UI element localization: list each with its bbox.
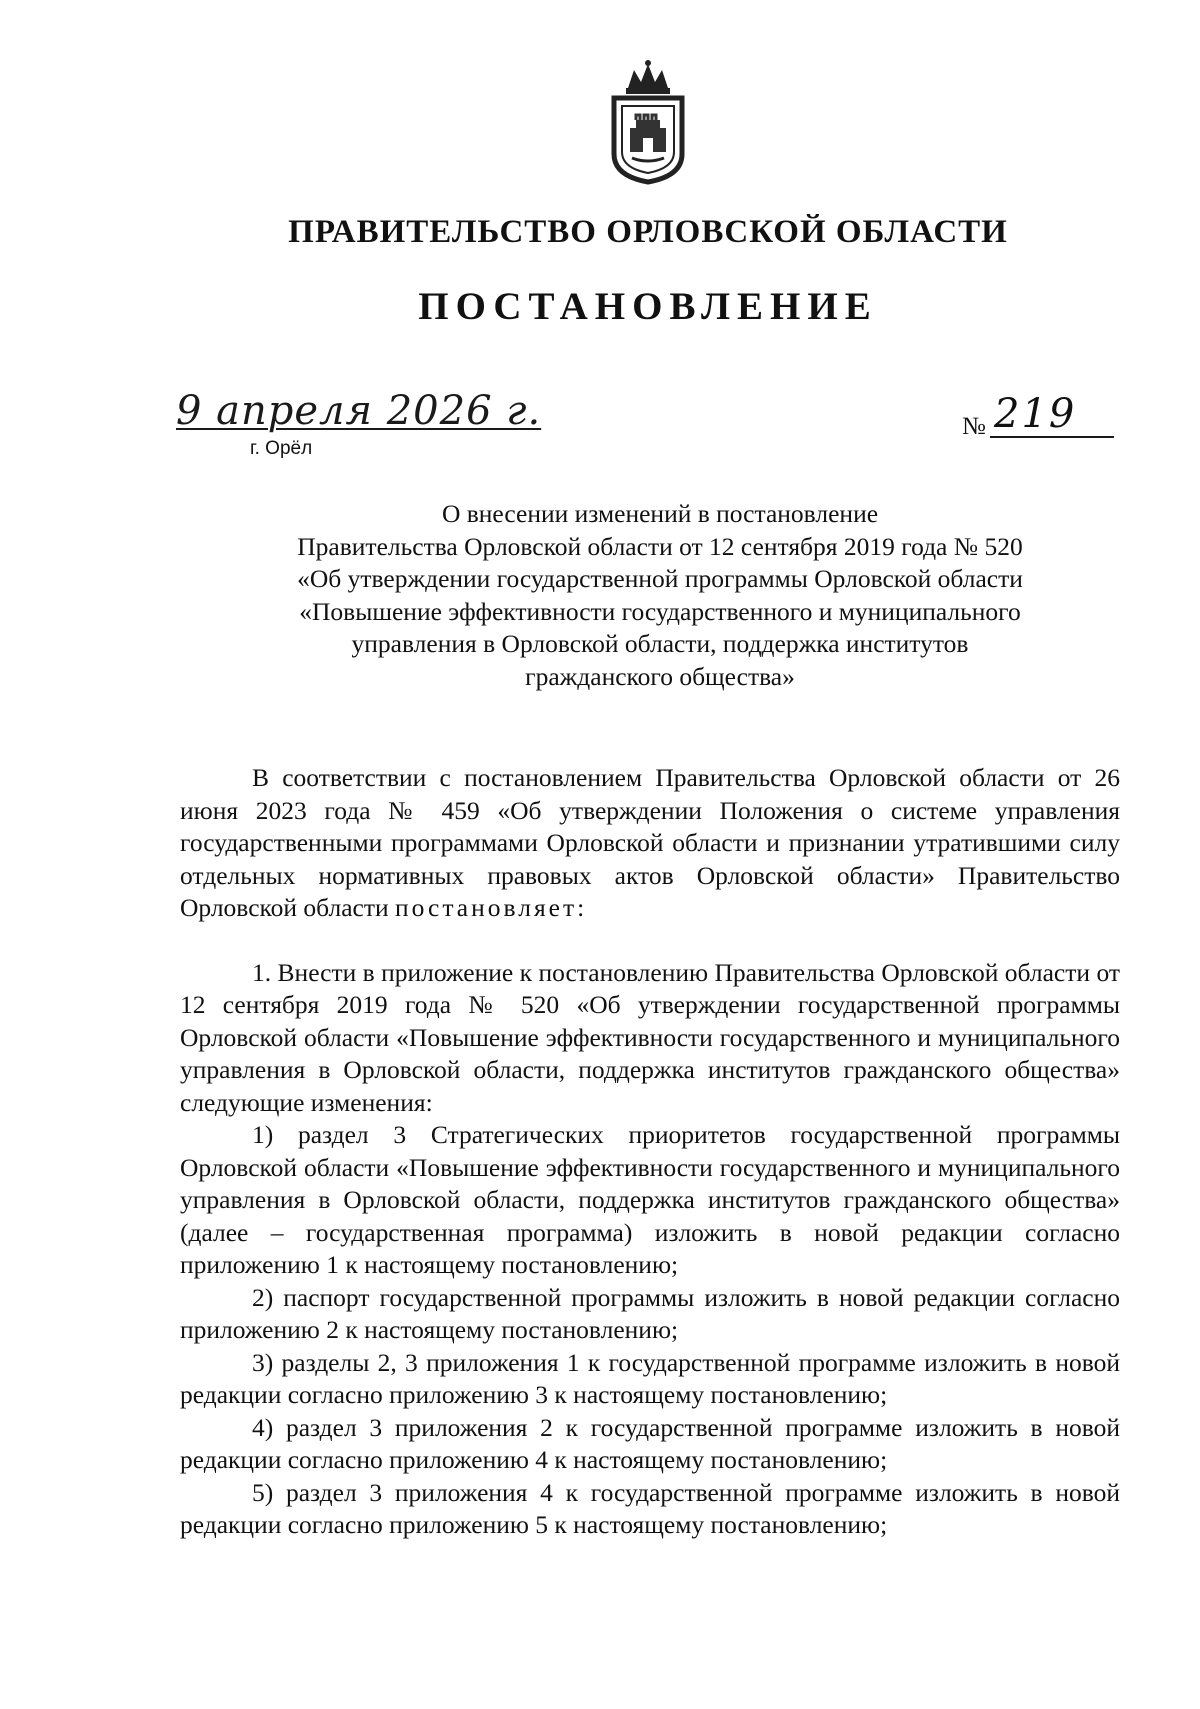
place-label: г. Орёл [250, 438, 313, 459]
subject-line: Правительства Орловской области от 12 сентября 2019 года № 520 [297, 531, 1023, 561]
preamble-text: В соответствии с постановлением Правительства Орловской области от 26 июня 2023 года № 459 «Об утверждении Положения о системе управления государственными программами Орловской области и признании утратившими силу отдельных нормативных правовых актов Орловской области» Правительство Орловской области [180, 763, 1120, 922]
document-type-heading: ПОСТАНОВЛЕНИЕ [418, 285, 878, 328]
organization-title: ПРАВИТЕЛЬСТВО ОРЛОВСКОЙ ОБЛАСТИ [288, 214, 1008, 250]
subject-line: «Повышение эффективности государственного и муниципального [299, 596, 1021, 626]
subject-line: управления в Орловской области, поддержка институтов [351, 629, 969, 658]
preamble-paragraph [180, 762, 1120, 925]
document-body [180, 762, 1120, 1542]
subject-line: гражданского общества» [525, 661, 795, 691]
list-item: 1) раздел 3 Стратегических приоритетов государственной программы Орловской области «Повышение эффективности государственного и муниципального управления в Орловской области, поддержка институтов гражданского общества» (далее – государственная программа) изложить в новой редакции согласно приложению 1 к настоящему постановлению; [180, 1120, 1120, 1279]
list-item: 4) раздел 3 приложения 2 к государственной программе изложить в новой редакции согласно приложению 4 к настоящему постановлению; [180, 1412, 1120, 1474]
subject-line: «Об утверждении государственной программы Орловской области [297, 564, 1023, 593]
decree-word: постановляет: [395, 893, 588, 922]
handwritten-date: 9 апреля 2026 г. [176, 388, 542, 434]
document-subject [200, 498, 1120, 693]
coat-of-arms-icon [600, 58, 696, 186]
subject-line: О внесении изменений в постановление [441, 499, 879, 528]
list-item: 3) разделы 2, 3 приложения 1 к государственной программе изложить в новой редакции согласно приложению 3 к настоящему постановлению; [180, 1347, 1120, 1409]
clause-1-paragraph: 1. Внести в приложение к постановлению Правительства Орловской области от 12 сентября 2019 года № 520 «Об утверждении государственной программы Орловской области «Повышение эффективности государственного и муниципального управления в Орловской области, поддержка институтов гражданского общества» следующие изменения: [180, 957, 1120, 1117]
list-item: 5) раздел 3 приложения 4 к государственной программе изложить в новой редакции согласно приложению 5 к настоящему постановлению; [180, 1477, 1120, 1539]
handwritten-number: 219 [990, 392, 1114, 438]
number-label: № [962, 413, 986, 440]
list-item: 2) паспорт государственной программы изложить в новой редакции согласно приложению 2 к настоящему постановлению; [180, 1282, 1120, 1344]
